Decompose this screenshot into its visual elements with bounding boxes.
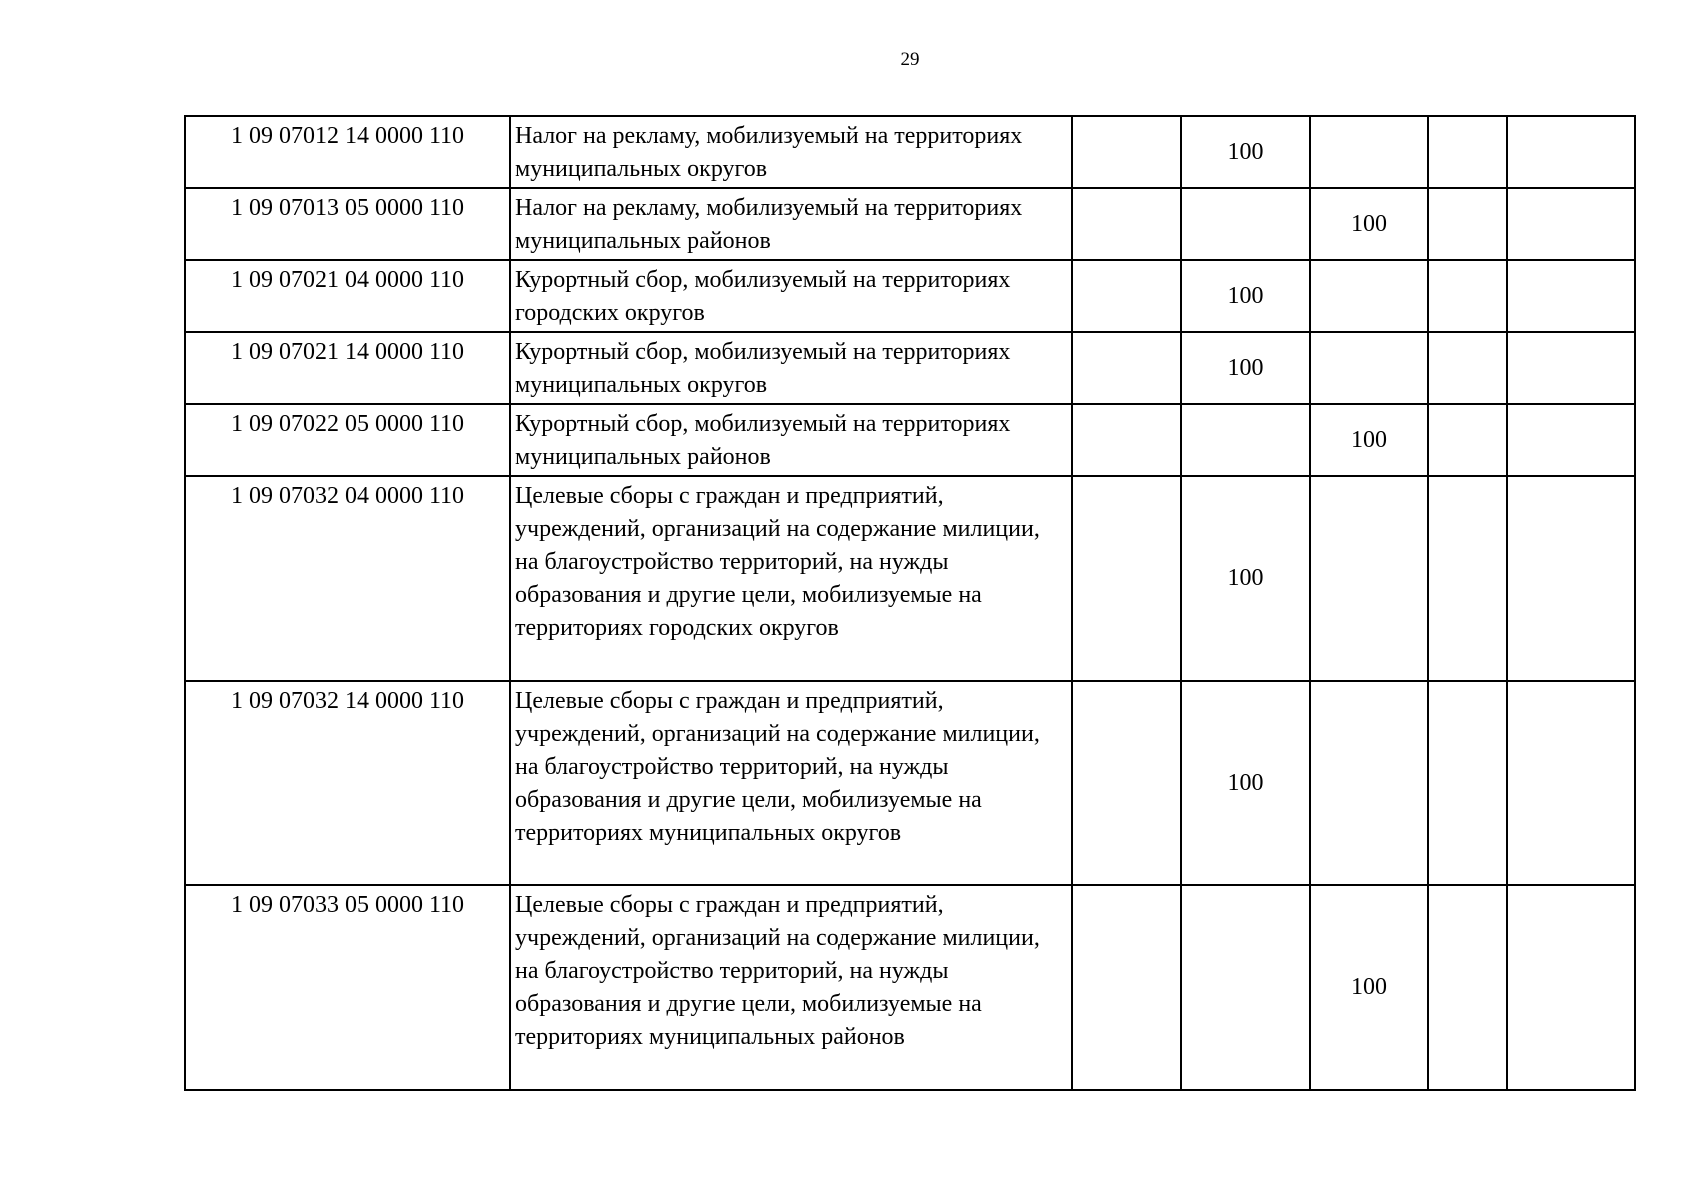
value-cell: 100 [1310, 188, 1428, 260]
value-cell [1428, 404, 1507, 476]
revenue-code: 1 09 07033 05 0000 110 [185, 885, 510, 1090]
table-row [185, 476, 1635, 681]
value-cell [1072, 260, 1181, 332]
value-cell [1072, 404, 1181, 476]
value-cell [1428, 332, 1507, 404]
value-cell [1507, 188, 1635, 260]
table-row [185, 332, 1635, 404]
value-cell [1072, 332, 1181, 404]
revenue-name: Целевые сборы с граждан и предприятий, учреждений, организаций на содержание милиции, на благоустройство территорий, на нужды образования и другие цели, мобилизуемые на территориях муниципальных округов [510, 681, 1072, 885]
value-cell [1310, 681, 1428, 885]
value-cell [1181, 885, 1310, 1090]
table-row [185, 404, 1635, 476]
table-row [185, 188, 1635, 260]
value-cell [1428, 885, 1507, 1090]
value-cell [1507, 404, 1635, 476]
value-cell [1507, 116, 1635, 188]
value-cell [1507, 260, 1635, 332]
revenue-code: 1 09 07013 05 0000 110 [185, 188, 510, 260]
page-number: 29 [900, 49, 920, 70]
value-cell [1181, 404, 1310, 476]
revenue-name: Курортный сбор, мобилизуемый на территориях муниципальных округов [510, 332, 1072, 404]
value-cell [1310, 476, 1428, 681]
value-cell: 100 [1181, 260, 1310, 332]
value-cell [1428, 681, 1507, 885]
revenue-name: Курортный сбор, мобилизуемый на территориях городских округов [510, 260, 1072, 332]
revenue-name: Курортный сбор, мобилизуемый на территориях муниципальных районов [510, 404, 1072, 476]
value-cell [1428, 476, 1507, 681]
table-row [185, 260, 1635, 332]
value-cell [1507, 885, 1635, 1090]
table-row [185, 116, 1635, 188]
revenue-code: 1 09 07012 14 0000 110 [185, 116, 510, 188]
value-cell: 100 [1310, 885, 1428, 1090]
revenue-name: Налог на рекламу, мобилизуемый на территориях муниципальных районов [510, 188, 1072, 260]
value-cell: 100 [1181, 681, 1310, 885]
value-cell [1507, 332, 1635, 404]
value-cell [1310, 260, 1428, 332]
value-cell [1428, 188, 1507, 260]
value-cell [1507, 476, 1635, 681]
value-cell [1310, 332, 1428, 404]
value-cell: 100 [1181, 116, 1310, 188]
revenue-code: 1 09 07032 04 0000 110 [185, 476, 510, 681]
value-cell: 100 [1310, 404, 1428, 476]
value-cell [1428, 260, 1507, 332]
revenue-distribution-table [184, 115, 1636, 1091]
value-cell: 100 [1181, 476, 1310, 681]
revenue-code: 1 09 07032 14 0000 110 [185, 681, 510, 885]
value-cell [1072, 681, 1181, 885]
table-row [185, 681, 1635, 885]
revenue-name: Целевые сборы с граждан и предприятий, учреждений, организаций на содержание милиции, на благоустройство территорий, на нужды образования и другие цели, мобилизуемые на территориях муниципальных районов [510, 885, 1072, 1090]
table-row [185, 885, 1635, 1090]
revenue-name: Целевые сборы с граждан и предприятий, учреждений, организаций на содержание милиции, на благоустройство территорий, на нужды образования и другие цели, мобилизуемые на территориях городских округов [510, 476, 1072, 681]
revenue-code: 1 09 07021 14 0000 110 [185, 332, 510, 404]
value-cell [1310, 116, 1428, 188]
revenue-code: 1 09 07022 05 0000 110 [185, 404, 510, 476]
revenue-name: Налог на рекламу, мобилизуемый на территориях муниципальных округов [510, 116, 1072, 188]
value-cell [1072, 885, 1181, 1090]
value-cell [1072, 476, 1181, 681]
value-cell: 100 [1181, 332, 1310, 404]
value-cell [1072, 188, 1181, 260]
value-cell [1428, 116, 1507, 188]
value-cell [1507, 681, 1635, 885]
value-cell [1072, 116, 1181, 188]
value-cell [1181, 188, 1310, 260]
revenue-code: 1 09 07021 04 0000 110 [185, 260, 510, 332]
